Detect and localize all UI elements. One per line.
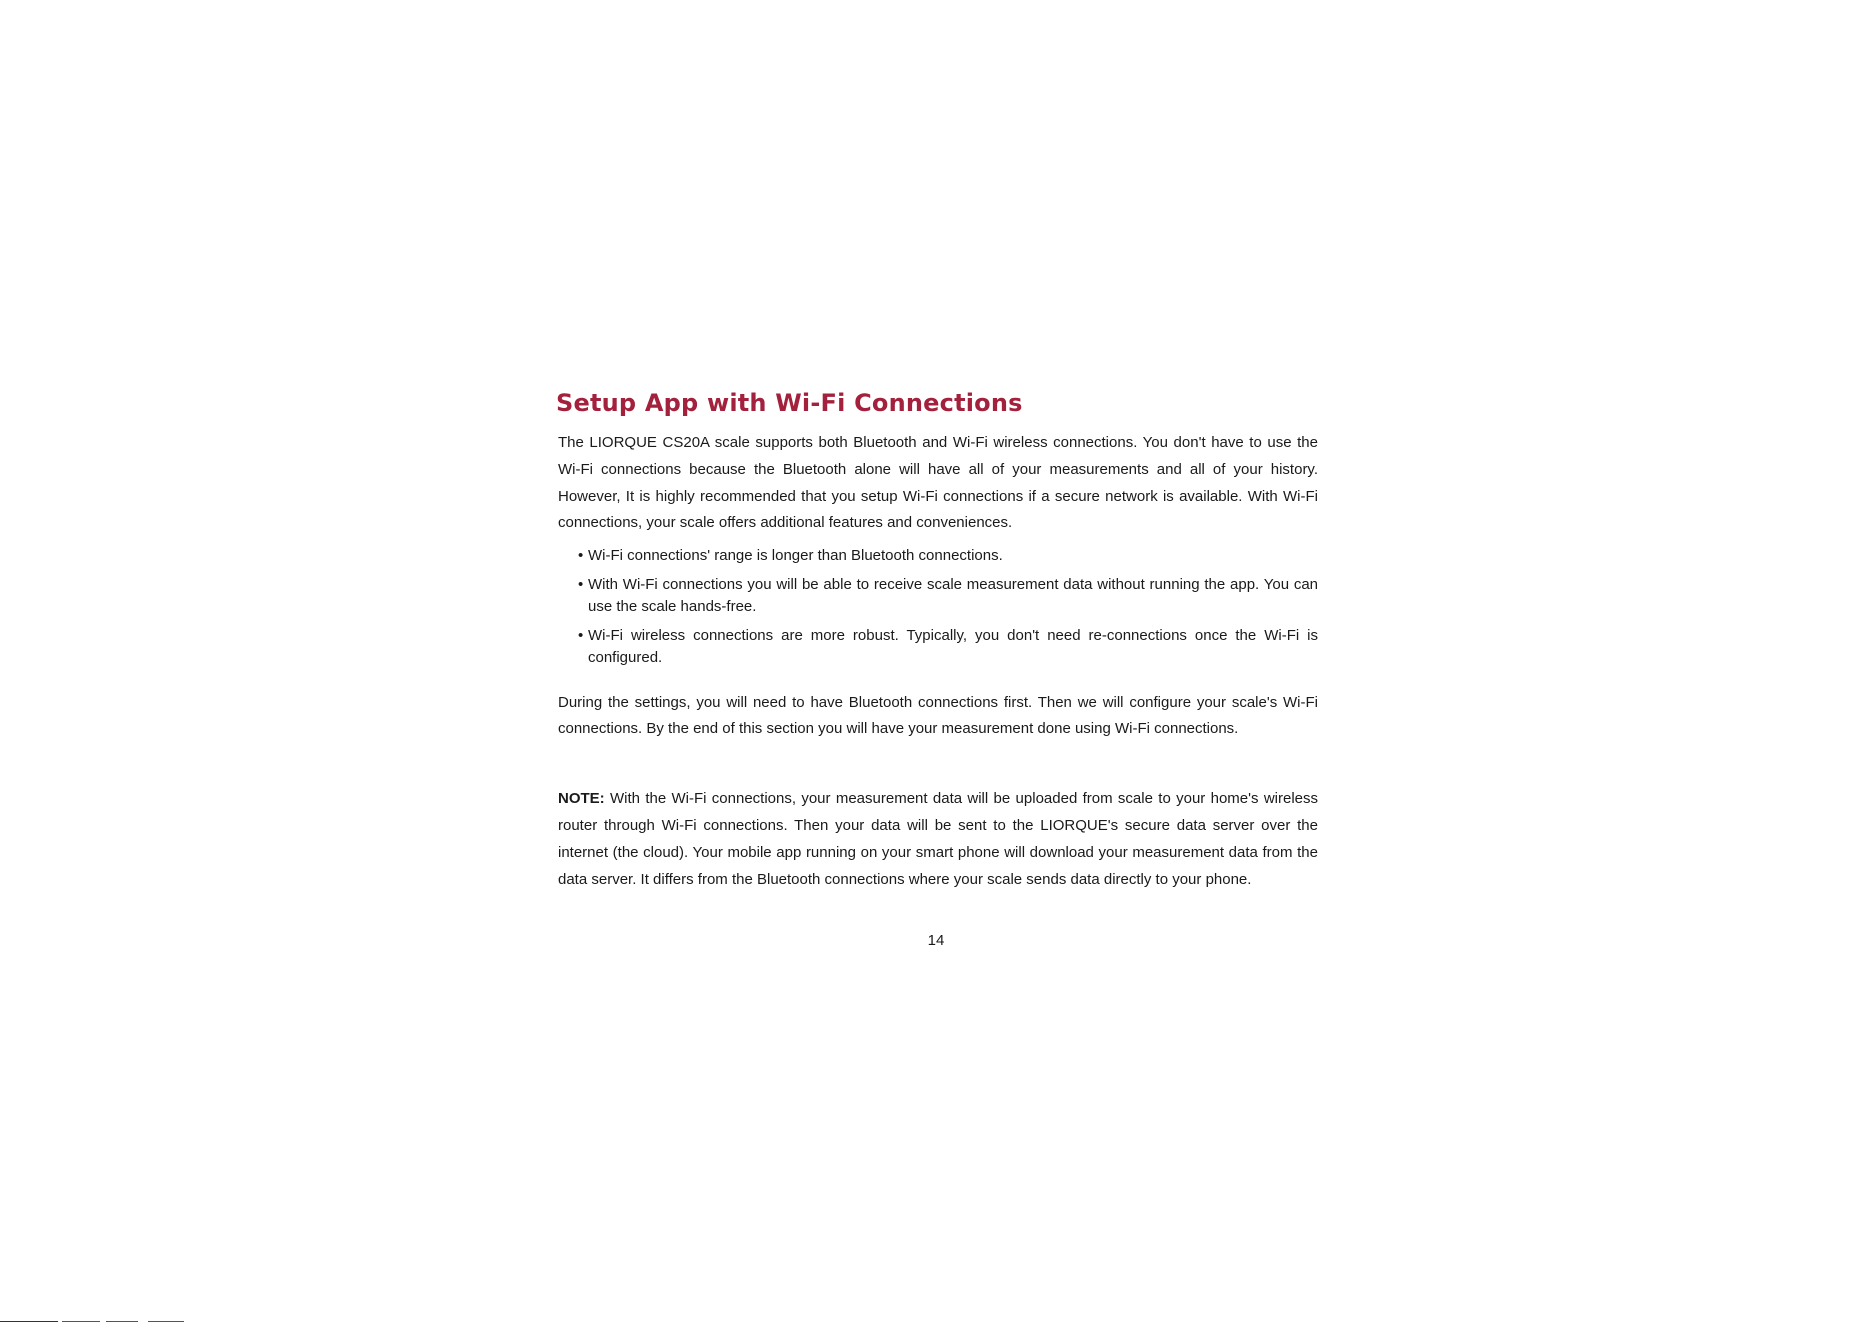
bullet-icon: •	[578, 626, 584, 644]
bottom-dash	[106, 1321, 138, 1322]
spacer	[558, 676, 1318, 690]
note-text: With the Wi-Fi connections, your measurement data will be uploaded from scale to your home's wireless router through Wi-Fi connections. Then your data will be sent to the LIORQUE's secure data server over the internet (the cloud). Your mobile app running on your smart phone will download your measurement data from the data server. It differs from the Bluetooth connections where your scale sends data directly to your phone.	[558, 790, 1318, 888]
bottom-dash	[148, 1321, 184, 1322]
list-item-text: Wi-Fi wireless connections are more robust. Typically, you don't need re-connections once the Wi-Fi is configured.	[588, 626, 1318, 667]
section-title: Setup App with Wi-Fi Connections	[556, 389, 1023, 417]
bottom-rule	[0, 1321, 58, 1322]
bullet-icon: •	[578, 575, 584, 593]
note-paragraph	[558, 786, 1318, 893]
intro-paragraph: The LIORQUE CS20A scale supports both Bluetooth and Wi-Fi wireless connections. You don't have to use the Wi-Fi connections because the Bluetooth alone will have all of your measurements and all of your history. However, It is highly recommended that you setup Wi-Fi connections if a secure network is available. With Wi-Fi connections, your scale offers additional features and conveniences.	[558, 434, 1318, 532]
feature-list	[558, 545, 1318, 670]
page-number: 14	[927, 932, 945, 949]
spacer	[558, 743, 1318, 786]
bottom-dash	[62, 1321, 100, 1322]
list-item-text: Wi-Fi connections' range is longer than Bluetooth connections.	[588, 547, 1003, 565]
list-item	[578, 574, 1318, 619]
list-item	[578, 625, 1318, 670]
bullet-icon: •	[578, 547, 584, 565]
note-label: NOTE:	[558, 790, 605, 808]
list-item-text: With Wi-Fi connections you will be able to receive scale measurement data without running the app. You can use the scale hands-free.	[588, 575, 1318, 616]
document-page	[558, 388, 1318, 893]
list-item	[578, 545, 1318, 568]
settings-paragraph: During the settings, you will need to have Bluetooth connections first. Then we will configure your scale's Wi-Fi connections. By the end of this section you will have your measurement done using Wi-Fi connections.	[558, 693, 1318, 738]
